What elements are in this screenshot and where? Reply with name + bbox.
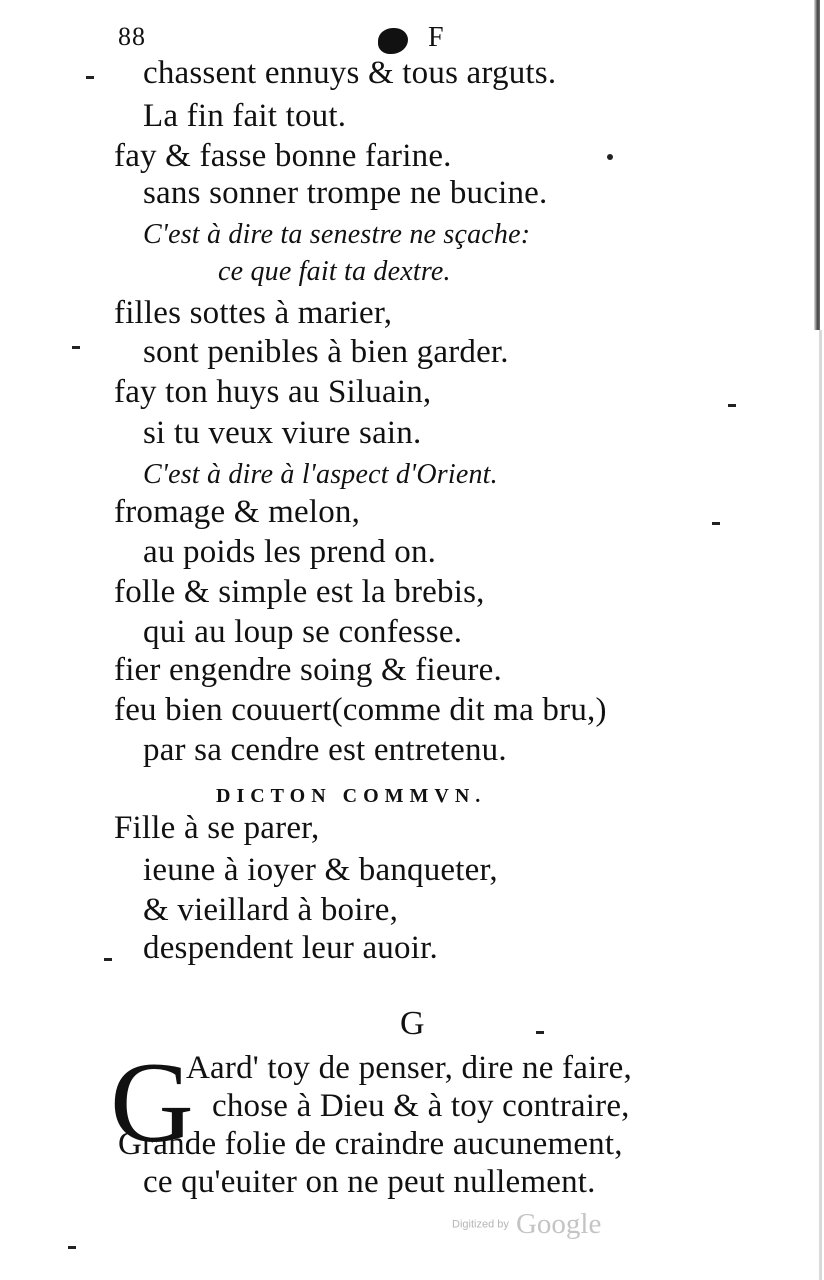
ink-blot [378,28,408,54]
text-line: sont penibles à bien garder. [143,334,509,370]
text-line: Grande folie de craindre aucunement, [118,1126,623,1162]
text-line: sans sonner trompe ne bucine. [143,175,548,211]
text-line: au poids les prend on. [143,534,437,570]
page-number: 88 [118,22,146,51]
stray-mark [86,76,94,79]
stray-mark [536,1031,544,1034]
italic-gloss: C'est à dire ta senestre ne sçache: [143,219,531,250]
text-line: fier engendre soing & fieure. [114,652,502,688]
italic-gloss: C'est à dire à l'aspect d'Orient. [143,459,498,490]
text-line: ce qu'euiter on ne peut nullement. [143,1164,596,1200]
stray-mark [72,346,80,349]
drop-cap: G [110,1039,194,1167]
section-caption: DICTON COMMVN. [216,785,487,807]
text-line: Fille à se parer, [114,810,320,846]
digitized-by-google-watermark [452,1208,601,1238]
stray-mark [68,1246,76,1249]
text-line: fromage & melon, [114,494,361,530]
google-logo: Google [515,1208,602,1240]
text-line: si tu veux viure sain. [143,415,422,451]
text-line: fay ton huys au Siluain, [114,374,432,410]
text-line: La fin fait tout. [143,98,347,134]
text-line: filles sottes à marier, [114,295,393,331]
watermark-prefix: Digitized by [452,1218,509,1231]
text-line: & vieillard à boire, [143,892,399,928]
text-line: ieune à ioyer & banqueter, [143,852,498,888]
stray-mark [712,522,720,525]
text-line: fay & fasse bonne farine. [114,138,452,174]
stray-dot [607,154,613,160]
italic-gloss: ce que fait ta dextre. [218,256,451,287]
text-line: Aard' toy de penser, dire ne faire, [186,1050,632,1086]
text-line: qui au loup se confesse. [143,614,463,650]
page-edge-shadow [814,0,820,330]
section-heading: G [400,1005,425,1042]
text-line: folle & simple est la brebis, [114,574,485,610]
text-line: par sa cendre est entretenu. [143,732,507,768]
stray-mark [728,404,736,407]
running-letter: F [428,22,444,53]
page-edge-line [819,330,822,1280]
text-line: chassent ennuys & tous arguts. [143,55,557,91]
text-line: despendent leur auoir. [143,930,438,966]
stray-mark [104,958,112,961]
text-line: chose à Dieu & à toy contraire, [212,1088,630,1124]
text-line: feu bien couuert(comme dit ma bru,) [114,692,607,728]
